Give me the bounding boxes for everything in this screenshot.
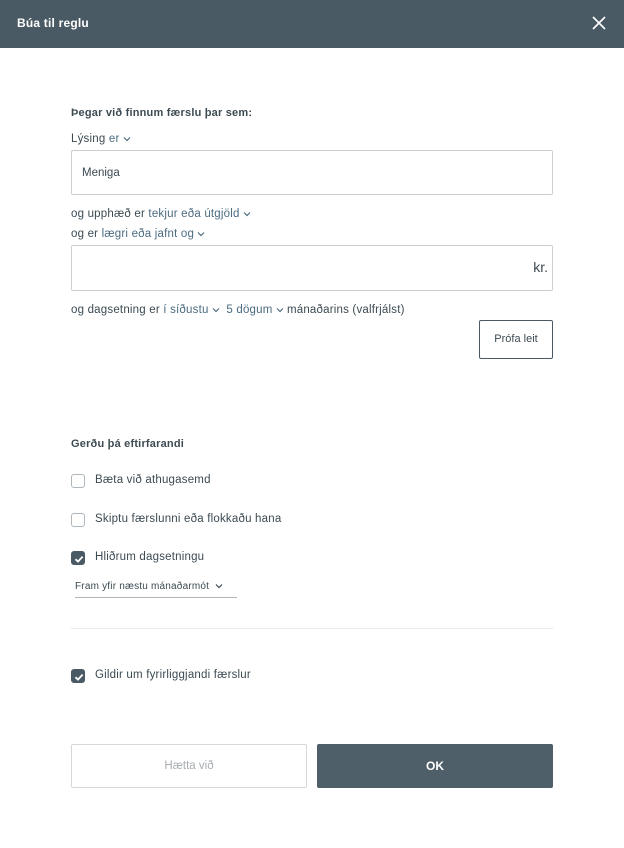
shift-date-select[interactable] <box>75 581 237 598</box>
shift-date-checkbox[interactable] <box>71 551 85 565</box>
shift-date-label: Hliðrum dagsetningu <box>95 551 205 563</box>
date-range-dropdown[interactable]: í síðustu <box>163 304 219 316</box>
criteria-heading: Þegar við finnum færslu þar sem: <box>71 107 253 119</box>
description-input-value: Meniga <box>82 167 120 179</box>
ok-button[interactable]: OK <box>317 744 553 788</box>
checkmark-icon <box>73 671 85 683</box>
description-filter-row <box>71 133 131 145</box>
test-search-button[interactable]: Prófa leit <box>479 320 553 359</box>
add-note-checkbox[interactable] <box>71 474 85 488</box>
cancel-button[interactable]: Hætta við <box>71 744 307 788</box>
chevron-down-icon <box>212 307 220 313</box>
currency-suffix: kr. <box>533 259 548 275</box>
apply-existing-label: Gildir um fyrirliggjandi færslur <box>95 669 251 681</box>
section-divider <box>71 628 553 629</box>
amount-prefix: og upphæð er <box>71 208 146 220</box>
comparison-row <box>71 228 205 240</box>
chevron-down-icon <box>276 307 284 313</box>
chevron-down-icon <box>215 583 223 589</box>
split-categorize-checkbox[interactable] <box>71 513 85 527</box>
chevron-down-icon <box>243 211 251 217</box>
apply-existing-checkbox[interactable] <box>71 669 85 683</box>
dialog-header <box>0 0 624 48</box>
date-prefix: og dagsetning er <box>71 304 160 316</box>
split-categorize-label: Skiptu færslunni eða flokkaðu hana <box>95 513 282 525</box>
comparison-operator-dropdown[interactable]: lægri eða jafnt og <box>102 228 205 240</box>
actions-heading: Gerðu þá eftirfarandi <box>71 438 184 450</box>
description-input[interactable] <box>71 150 553 195</box>
comparison-prefix: og er <box>71 228 99 240</box>
description-operator-dropdown[interactable]: er <box>109 133 131 145</box>
dialog-title: Búa til reglu <box>17 16 89 30</box>
close-icon[interactable] <box>590 14 608 32</box>
checkmark-icon <box>73 553 85 565</box>
date-suffix: mánaðarins (valfrjálst) <box>286 304 405 316</box>
amount-type-dropdown[interactable]: tekjur eða útgjöld <box>148 208 250 220</box>
add-note-label: Bæta við athugasemd <box>95 474 211 486</box>
amount-input[interactable] <box>71 245 553 291</box>
date-days-dropdown[interactable]: 5 dögum <box>226 304 283 316</box>
amount-type-row <box>71 208 251 220</box>
date-row <box>71 304 405 316</box>
description-field-label: Lýsing <box>71 133 106 145</box>
shift-date-select-value: Fram yfir næstu mánaðarmót <box>75 581 210 592</box>
chevron-down-icon <box>197 231 205 237</box>
chevron-down-icon <box>123 136 131 142</box>
